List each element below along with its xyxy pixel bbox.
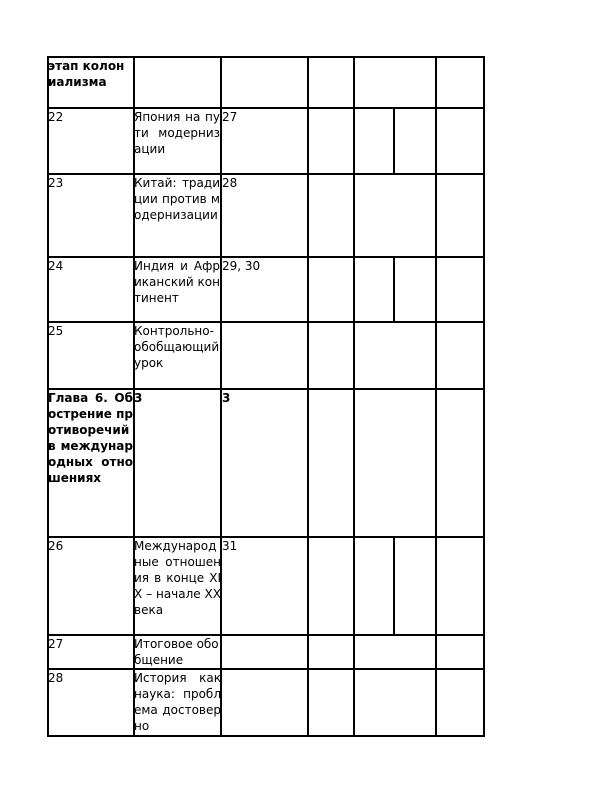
lesson-number: 24 xyxy=(48,259,64,273)
paragraph-number: 28 xyxy=(222,176,238,190)
lesson-number: 27 xyxy=(48,637,64,651)
chapter-hours: 3 xyxy=(134,391,143,405)
table-column-border xyxy=(393,107,395,175)
lesson-title: Контрольно-обобщающий урок xyxy=(134,324,220,370)
lesson-title: Япония на пути модернизации xyxy=(134,110,220,156)
lesson-number: 23 xyxy=(48,176,64,190)
paragraph-number: 27 xyxy=(222,110,238,124)
table-column-border xyxy=(353,56,355,737)
lesson-title: История как наука: проблема достоверно xyxy=(134,671,221,733)
chapter-paragraphs: 3 xyxy=(222,391,231,405)
lesson-number: 22 xyxy=(48,110,64,124)
paragraph-number: 31 xyxy=(222,539,238,553)
paragraph-number: 29, 30 xyxy=(222,259,261,273)
table-column-border xyxy=(483,56,485,737)
lesson-title: Международные отношения в конце XIX – начале XX века xyxy=(134,539,221,617)
lesson-number: 25 xyxy=(48,324,64,338)
lesson-number: 28 xyxy=(48,671,64,685)
lesson-title: Индия и Африканский континент xyxy=(134,259,220,305)
table-row-border xyxy=(47,735,485,737)
table-column-border xyxy=(435,56,437,737)
table-column-border xyxy=(307,56,309,737)
chapter-cell: Глава 6. Обострение противоречий в международных отношениях xyxy=(48,391,133,485)
lesson-number: 26 xyxy=(48,539,64,553)
chapter-cell: этап колониализма xyxy=(48,59,125,89)
table-column-border xyxy=(393,256,395,323)
lesson-title: Итоговое обобщение xyxy=(134,637,219,667)
lesson-title: Китай: традиции против модернизации xyxy=(134,176,220,222)
table-column-border xyxy=(393,536,395,636)
